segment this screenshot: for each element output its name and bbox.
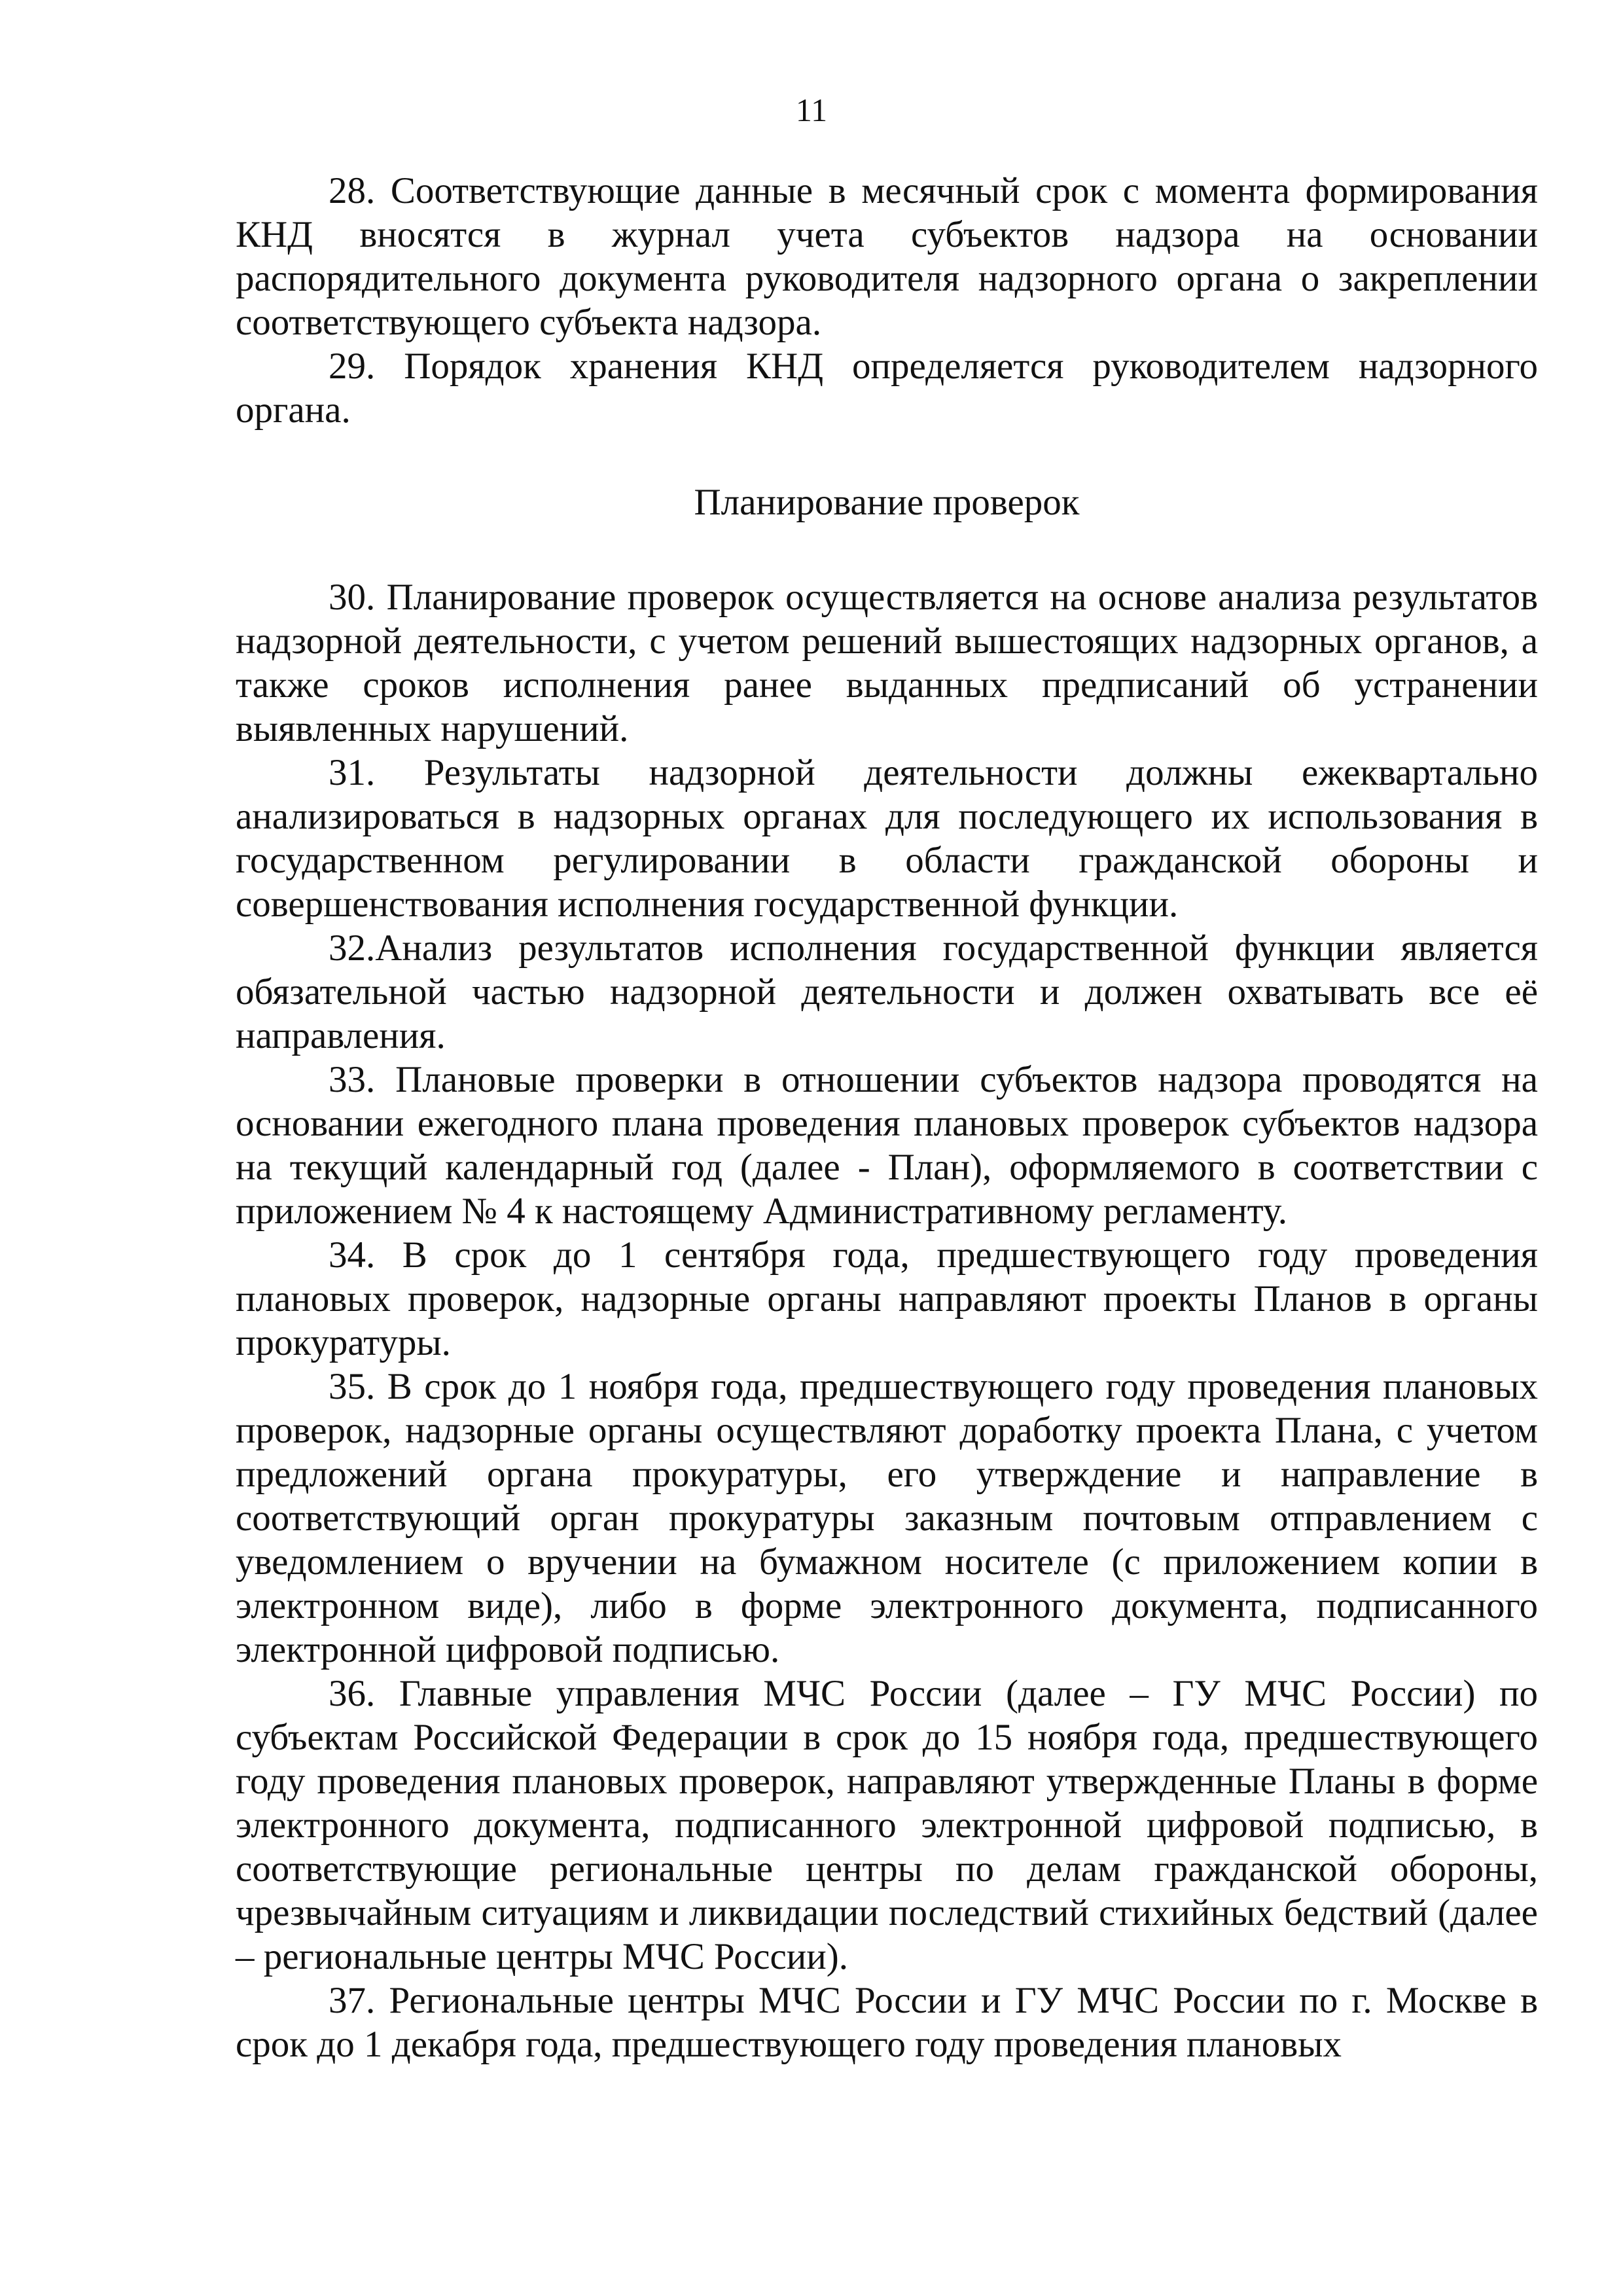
paragraph-35: 35. В срок до 1 ноября года, предшествующего году проведения плановых проверок, надзорные органы осуществляют доработку проекта Плана, с учетом предложений органа прокуратуры, его утверждение и направление в соответствующий орган прокуратуры заказным почтовым отправлением с уведомлением о вручении на бумажном носителе (с приложением копии в электронном виде), либо в форме электронного документа, подписанного электронной цифровой подписью. — [236, 1366, 1538, 1670]
paragraph-28: 28. Соответствующие данные в месячный срок с момента формирования КНД вносятся в журнал учета субъектов надзора на основании распорядительного документа руководителя надзорного органа о закреплении соответствующего субъекта надзора. — [236, 170, 1538, 343]
paragraph-34: 34. В срок до 1 сентября года, предшествующего году проведения плановых проверок, надзорные органы направляют проекты Планов в органы прокуратуры. — [236, 1234, 1538, 1363]
section-title: Планирование проверок — [694, 482, 1080, 523]
paragraph-29: 29. Порядок хранения КНД определяется руководителем надзорного органа. — [236, 346, 1538, 431]
paragraph-30: 30. Планирование проверок осуществляется на основе анализа результатов надзорной деятельности, с учетом решений вышестоящих надзорных органов, а также сроков исполнения ранее выданных предписаний об устранении выявленных нарушений. — [236, 577, 1538, 749]
paragraph-33: 33. Плановые проверки в отношении субъектов надзора проводятся на основании ежегодного плана проведения плановых проверок субъектов надзора на текущий календарный год (далее - План), оформляемого в соответствии с приложением № 4 к настоящему Административному регламенту. — [236, 1059, 1538, 1232]
paragraph-36: 36. Главные управления МЧС России (далее – ГУ МЧС России) по субъектам Российской Федерации в срок до 15 ноября года, предшествующего году проведения плановых проверок, направляют утвержденные Планы в форме электронного документа, подписанного электронной цифровой подписью, в соответствующие региональные центры по делам гражданской обороны, чрезвычайным ситуациям и ликвидации последствий стихийных бедствий (далее – региональные центры МЧС России). — [236, 1673, 1538, 1977]
paragraph-37: 37. Региональные центры МЧС России и ГУ МЧС России по г. Москве в срок до 1 декабря года, предшествующего году проведения плановых — [236, 1980, 1538, 2065]
paragraph-31: 31. Результаты надзорной деятельности должны ежеквартально анализироваться в надзорных органах для последующего их использования в государственном регулировании в области гражданской обороны и совершенствования исполнения государственной функции. — [236, 752, 1538, 925]
document-body — [236, 169, 1538, 2066]
paragraph-32: 32.Анализ результатов исполнения государственной функции является обязательной частью надзорной деятельности и должен охватывать все её направления. — [236, 927, 1538, 1056]
page-number: 11 — [795, 92, 828, 128]
